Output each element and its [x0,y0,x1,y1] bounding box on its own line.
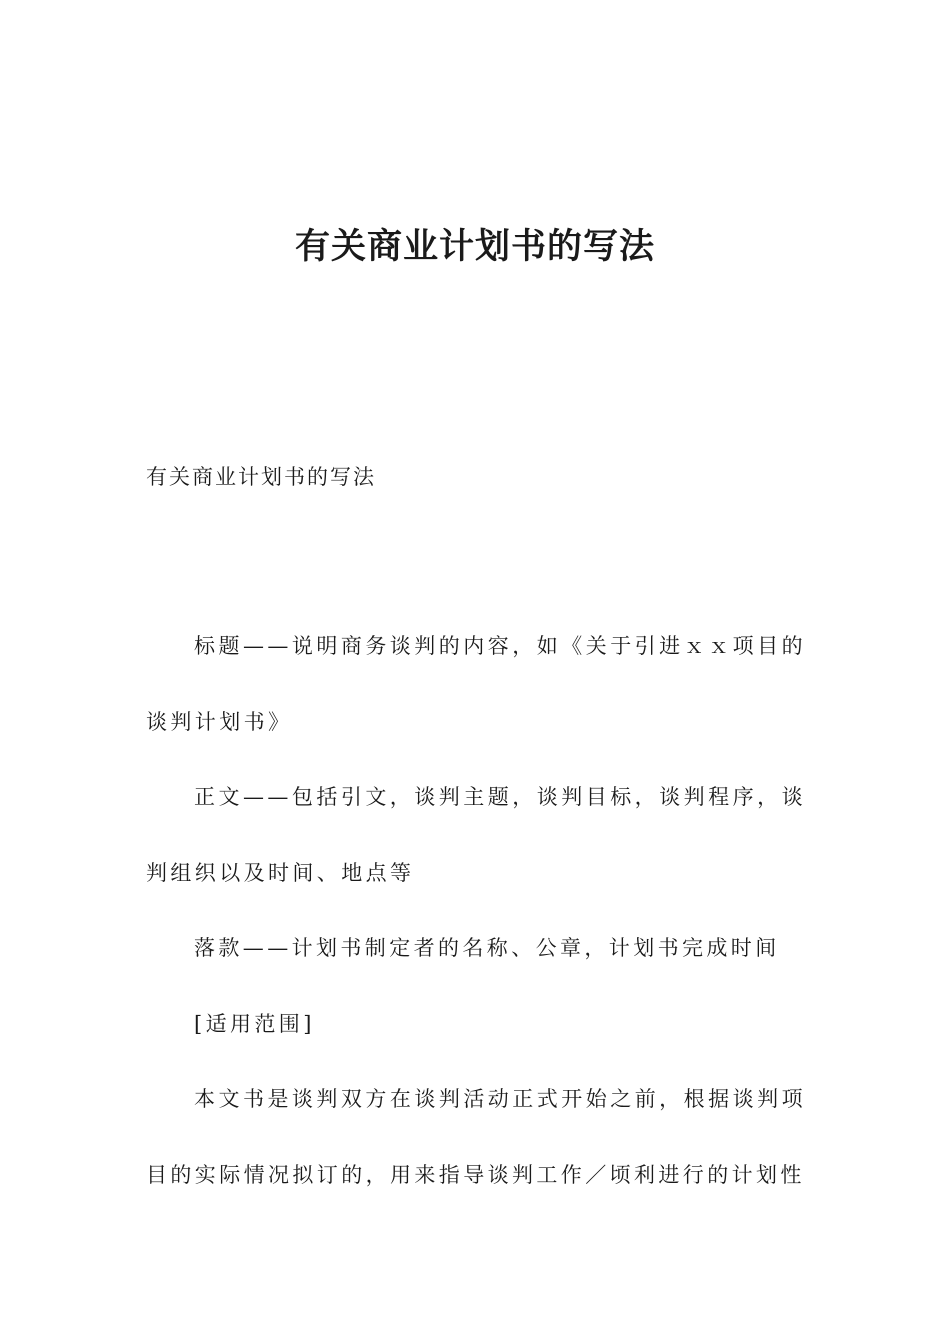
paragraph-body-section: 正文——包括引文，谈判主题，谈判目标，谈判程序，谈判组织以及时间、地点等 [146,785,806,885]
document-subtitle: 有关商业计划书的写法 [146,465,376,489]
paragraph-scope-heading: [适用范围] [194,1011,315,1036]
paragraph-scope-text: 本文书是谈判双方在谈判活动正式开始之前，根据谈判项目的实际情况拟订的，用来指导谈判工作／顷利进行的计划性 [146,1087,806,1187]
paragraph-title-section: 标题——说明商务谈判的内容，如《关于引进ｘｘ项目的谈判计划书》 [146,634,806,734]
document-title: 有关商业计划书的写法 [294,227,655,267]
document-body [146,609,806,1213]
paragraph-signature-section: 落款——计划书制定者的名称、公章，计划书完成时间 [194,936,780,960]
